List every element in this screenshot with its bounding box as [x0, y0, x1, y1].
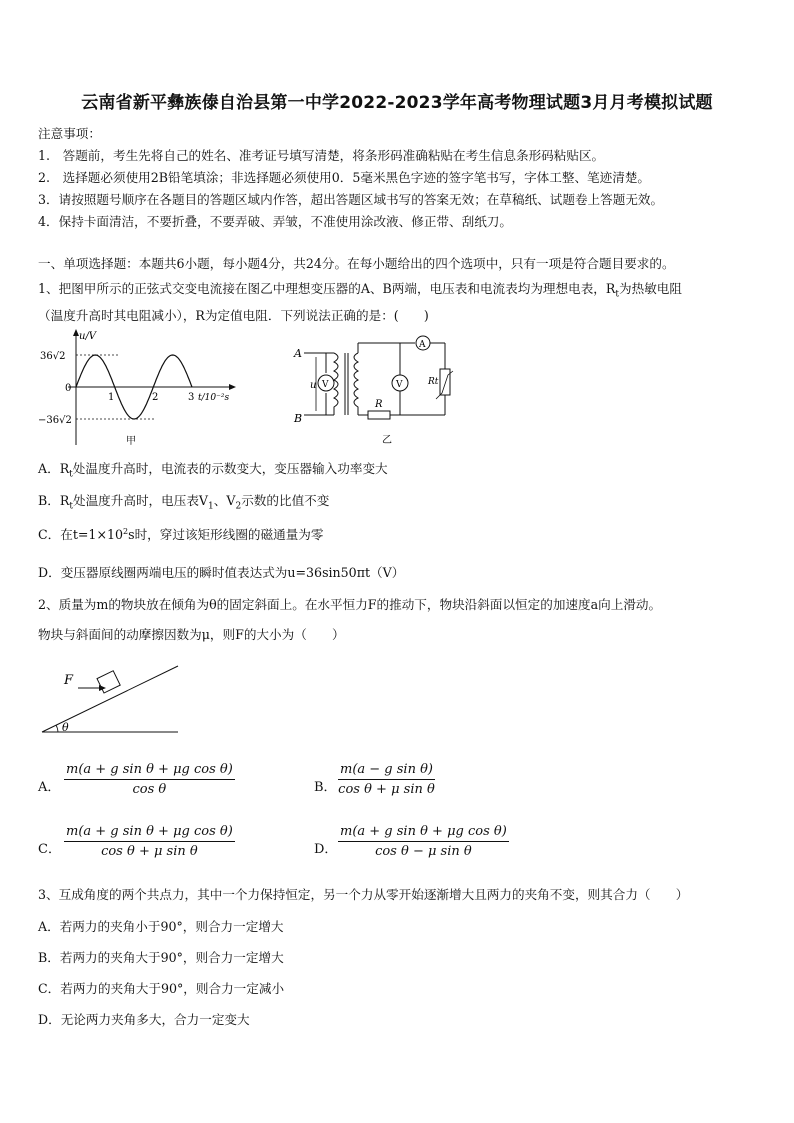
denominator: cos θ + μ sin θ: [338, 782, 435, 797]
q1-figure-yi: [290, 335, 465, 450]
notice-item-1: 1. 答题前，考生先将自己的姓名、准考证号填写清楚，将条形码准确粘贴在考生信息条形码粘贴区。: [38, 148, 605, 163]
y-axis-label: u/V: [79, 331, 97, 342]
y-tick-zero: 0: [65, 383, 72, 394]
q1-stem-line2: （温度升高时其电阻减小），R为定值电阻．下列说法正确的是：( ): [38, 308, 429, 323]
opt-sub: t: [69, 469, 73, 480]
thermistor-Rt: [440, 369, 450, 395]
q1-option-C: [38, 524, 324, 543]
q2-option-C-label: C．: [38, 842, 61, 857]
terminal-A-label: A: [294, 347, 302, 360]
opt-sub: 1: [208, 501, 214, 512]
q1-stem-line1: [38, 278, 682, 300]
opt-text: A．R: [38, 461, 70, 476]
q2-option-A-fraction: [64, 762, 235, 797]
u-label: u: [310, 380, 317, 391]
resistor-R-label: R: [375, 399, 383, 410]
thermistor-label: Rt: [428, 377, 439, 387]
opt-sup: 2: [123, 526, 129, 536]
resistor-R: [368, 411, 390, 419]
q1-stem-text-end: 为热敏电阻: [619, 281, 682, 296]
q1-figure-jia: [38, 325, 238, 450]
numerator: m(a + g sin θ + μg cos θ): [338, 824, 509, 842]
opt-text: 、V: [213, 493, 236, 508]
denominator: cos θ + μ sin θ: [101, 844, 198, 859]
secondary-coil: [354, 353, 358, 415]
opt-text: C．在t=1×10: [38, 527, 124, 542]
numerator: m(a + g sin θ + μg cos θ): [64, 762, 235, 780]
q1-stem-subscript: t: [615, 289, 620, 300]
x-axis-arrow: [229, 384, 236, 390]
q2-option-D-fraction: [338, 824, 509, 859]
opt-text: s时，穿过该矩形线圈的磁通量为零: [128, 527, 324, 542]
q3-option-B: B．若两力的夹角大于90°，则合力一定增大: [38, 950, 284, 965]
voltmeter-V1-label: V: [322, 380, 329, 390]
terminal-B-label: B: [294, 412, 303, 425]
q2-incline-figure: [38, 662, 188, 740]
notice-item-2: 2. 选择题必须使用2B铅笔填涂；非选择题必须使用0．5毫米黑色字迹的签字笔书写，字体工整、笔迹清楚。: [38, 170, 651, 185]
denominator: cos θ: [132, 782, 167, 797]
opt-sub: t: [69, 501, 73, 512]
y-tick-top: 36√2: [40, 351, 66, 362]
angle-arc: [56, 725, 58, 732]
section-heading: 一、单项选择题：本题共6小题，每小题4分，共24分。在每小题给出的四个选项中，只有一项是符合题目要求的。: [38, 256, 675, 271]
angle-theta-label: θ: [62, 721, 69, 734]
q2-option-B-fraction: [338, 762, 435, 797]
q3-option-D: D．无论两力夹角多大，合力一定变大: [38, 1012, 250, 1027]
notice-heading: 注意事项：: [38, 126, 101, 141]
opt-text: B．R: [38, 493, 70, 508]
opt-text: 处温度升高时，电流表的示数变大，变压器输入功率变大: [72, 461, 388, 476]
denominator: cos θ − μ sin θ: [375, 844, 472, 859]
opt-text: 处温度升高时，电压表V: [72, 493, 209, 508]
force-F-label: F: [64, 673, 74, 688]
y-tick-bottom: −36√2: [38, 415, 72, 426]
x-axis-label: t/10⁻²s: [198, 393, 230, 403]
q1-option-B: [38, 490, 329, 512]
x-tick-2: 2: [152, 392, 159, 403]
notice-item-4: 4．保持卡面清洁，不要折叠，不要弄破、弄皱，不准使用涂改液、修正带、刮纸刀。: [38, 214, 512, 229]
q3-option-A: A．若两力的夹角小于90°，则合力一定增大: [38, 919, 284, 934]
q1-option-D: D．变压器原线圈两端电压的瞬时值表达式为u=36sin50πt（V）: [38, 565, 405, 580]
page-title: 云南省新平彝族傣自治县第一中学2022-2023学年高考物理试题3月月考模拟试题: [81, 93, 713, 113]
ammeter-label: A: [419, 340, 426, 350]
q3-option-C: C．若两力的夹角大于90°，则合力一定减小: [38, 981, 285, 996]
q2-option-D-label: D．: [314, 842, 338, 857]
q2-option-C-fraction: [64, 824, 235, 859]
opt-sub: 2: [235, 501, 242, 512]
x-tick-3: 3: [188, 392, 195, 403]
notice-item-3: 3．请按照题号顺序在各题目的答题区域内作答，超出答题区域书写的答案无效；在草稿纸、试题卷上答题无效。: [38, 192, 664, 207]
q2-stem-line2: 物块与斜面间的动摩擦因数为μ，则F的大小为（ ）: [38, 627, 345, 642]
primary-coil: [334, 353, 338, 415]
q3-stem: 3、互成角度的两个共点力，其中一个力保持恒定，另一个力从零开始逐渐增大且两力的夹角不变，则其合力（ ）: [38, 887, 689, 902]
numerator: m(a + g sin θ + μg cos θ): [64, 824, 235, 842]
numerator: m(a − g sin θ): [338, 762, 435, 780]
figure-caption-yi: 乙: [382, 435, 392, 446]
q2-option-A-label: A．: [38, 780, 61, 795]
x-tick-1: 1: [108, 392, 115, 403]
opt-text: 示数的比值不变: [241, 493, 330, 508]
voltmeter-V2-label: V: [396, 380, 403, 390]
q1-stem-text: 1、把图甲所示的正弦式交变电流接在图乙中理想变压器的A、B两端，电压表和电流表均为理想电表，R: [38, 281, 616, 296]
q2-option-B-label: B．: [314, 780, 337, 795]
figure-caption-jia: 甲: [126, 436, 136, 447]
q2-stem-line1: 2、质量为m的物块放在倾角为θ的固定斜面上。在水平恒力F的推动下，物块沿斜面以恒定的加速度a向上滑动。: [38, 597, 662, 612]
q1-option-A: [38, 458, 388, 480]
